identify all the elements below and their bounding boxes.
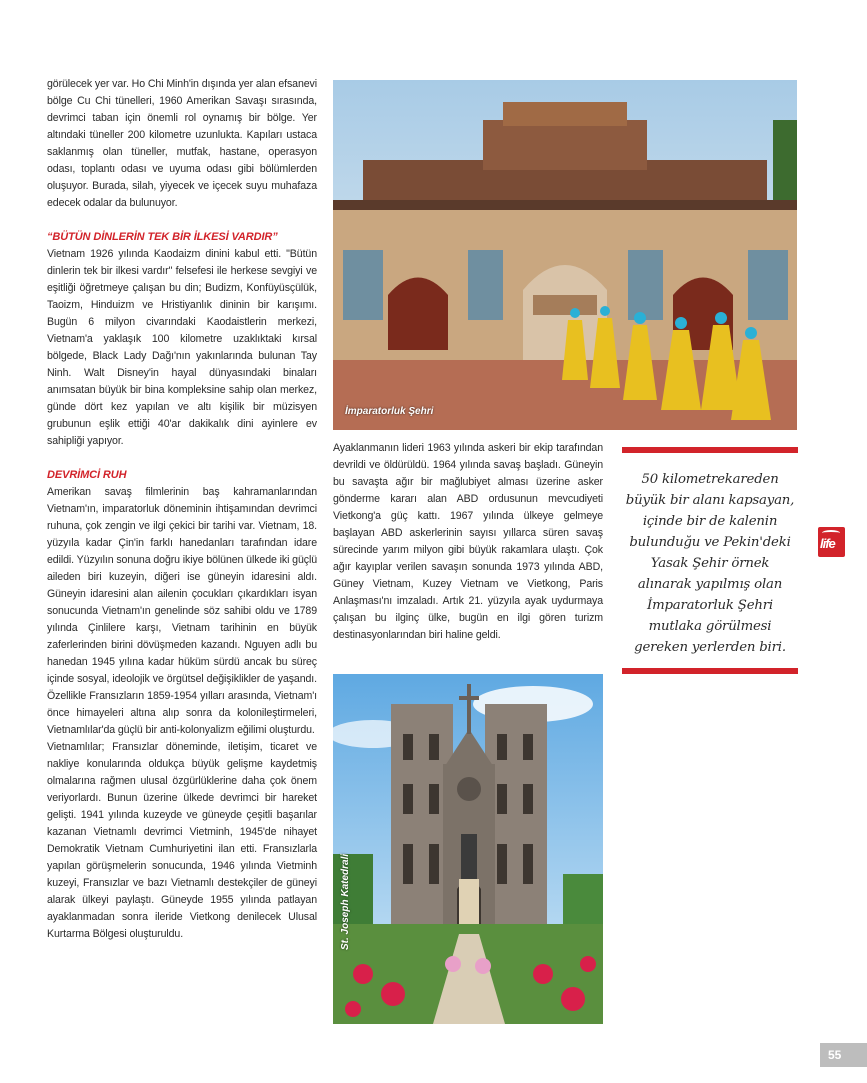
church-caption-text: St. Joseph Katedrali — [340, 853, 351, 950]
left-column — [47, 76, 317, 943]
middle-paragraph: Ayaklanmanın lideri 1963 yılında askeri bir ekip tarafından devrildi ve öldürüldü. 1964 yılında savaş başladı. Güneyin bu savaşta ağır bir mağlubiyet alması üzerine asker gönderme kararı alan ABD ordusunun mevcudiyeti Vietkong'a güç kattı. 1967 yılında ülkeye gelmeye başlayan ABD askerlerinin sayısı yıllarca süren savaş sürecinde yarım milyon gibi büyük rakamlara ulaştı. Çok ağır kayıplar verilen savaşın sonunda 1973 yılında ABD, Güney Vietnam, Kuzey Vietnam ve Vietkong, Paris Anlaşması'nı imzaladı. Artık 21. yüzyıla ayak uydurmaya çalışan bu ilginç ülke, bugün en ilgi gören turizm destinasyonlarından biri haline geldi. — [333, 442, 603, 641]
pull-quote-text: 50 kilometrekareden büyük bir alanı kapsayan, içinde bir de kalenin bulunduğu ve Pekin'deki Yasak Şehir örnek alınarak yapılmış olan İmparatorluk Şehri mutlaka görülmesi gereken yerlerden biri. — [625, 472, 795, 655]
church-caption — [336, 810, 354, 960]
imperial-city-caption: İmparatorluk Şehri — [345, 406, 434, 417]
pull-quote-box — [622, 447, 798, 674]
history-paragraph-1: Amerikan savaş filmlerinin baş kahramanlarından Vietnam'ın, imparatorluk döneminin ihtişamından devrimci ruhuna, çok zengin ve ilgi çekici bir tarihi var. Vietnam, 18. yüzyıla kadar Çin'in farklı hanedanları tarafından idare edildi. Yüzyılın sonuna doğru ikiye bölünen ülkede iki güçlü aileden biri kuzeyin, diğeri ise güneyin idaresini aldı. Güneyin idaresini alan ailenin çocukları çıkardıkları isyan sonucunda Vietnam'ın genelinde söz sahibi oldu ve 1789 yılında Çinlilere karşı, Vietnam tarihinin en büyük zaferlerinden birini dövüşmeden kazandı. Nguyen adlı bu hanedan 1945 yılına kadar hüküm sürdü ancak bu süreç içinde sosyal, ideolojik ve örgütsel değişiklikler de yaşandı. Özellikle Fransızların 1859-1954 yılları arasında, Vietnam'ı önce himayeleri altına alıp sonra da kolonileştirmeleri, Vietnamlılar'da güçlü bir anti-kolonyalizm eğilimi oluşturdu. — [47, 486, 318, 736]
logo-text: life — [820, 536, 835, 551]
history-paragraph-2: Vietnamlılar; Fransızlar döneminde, iletişim, ticaret ve nakliye konularında oldukça büyük gelişme kaydetmiş olmalarına rağmen ulusal özgürlüklerine daha çok önem veriyorlardı. Bunun üzerine ülkede devrimci bir hareket gelişti. 1941 yılında kuzeyde ve güneyde çeşitli başarılar kazanan Vietnamlı devrimci Vietminh, 1945'de nihayet Demokratik Vietnam Cumhuriyetini ilan etti. Fransızlarla yapılan görüşmelerin sonucunda, 1946 yılında Vietminh kuzeyi, Fransızlar ve bazı Vietnamlı destekçiler de güneyi alarak ülkeyi paylaştı. Güneyde 1955 yılında patlayan ayaklanmadan sonra ileride Vietkong denilecek Ulusal Kurtarma Bölgesi oluşturuldu. — [47, 741, 317, 940]
life-logo — [818, 527, 845, 557]
page-number: 55 — [820, 1043, 867, 1067]
section-heading-revolutionary: DEVRİMCİ RUH — [47, 469, 127, 481]
st-joseph-cathedral-photo — [333, 674, 603, 1024]
intro-paragraph: görülecek yer var. Ho Chi Minh'in dışında yer alan efsanevi bölge Cu Chi tünelleri, 1960 Amerikan Savaşı sırasında, devrimci taban için önemli rol oynamış bir bölge. Yer altındaki tüneller 200 kilometre uzunlukta. Kapıları ustaca saklanmış olan tüneller, mutfak, hastane, operasyon odası, toplantı odası ve uyuma odası gibi bölümlerden oluşuyor. Burada, silah, yiyecek ve içecek suyu muhafaza edecek odalar da bulunuyor. — [47, 78, 317, 209]
middle-column — [333, 440, 603, 644]
imperial-city-photo — [333, 80, 797, 430]
section-heading-religions: “BÜTÜN DİNLERİN TEK BİR İLKESİ VARDIR” — [47, 231, 278, 243]
religions-paragraph: Vietnam 1926 yılında Kaodaizm dinini kabul etti. "Bütün dinlerin tek bir ilkesi vardır" felsefesi ile herkese sevgiyi ve eşitliği öğretmeye çalışan bu din; Budizm, Konfüyüsçülük, Taoizm, Hinduizm ve Hristiyanlık dininin bir karışımı. Bugün 6 milyon civarındaki Kaodaistlerin merkezi, Vietnam'a yaklaşık 100 kilometre uzaklıktaki kırsal bölgede, Black Lady Dağı'nın yakınlarında bulunan Tay Ninh. Walt Disney'in hayal dünyasındaki binaları anımsatan büyük bir bina kompleksine sahip olan merkez, günde dört kez yapılan ve altı kişilik bir müzisyen grubunun eşlik ettiği 40'ar dakikalık dini ayinlere ev sahipliği yapıyor. — [47, 248, 317, 447]
